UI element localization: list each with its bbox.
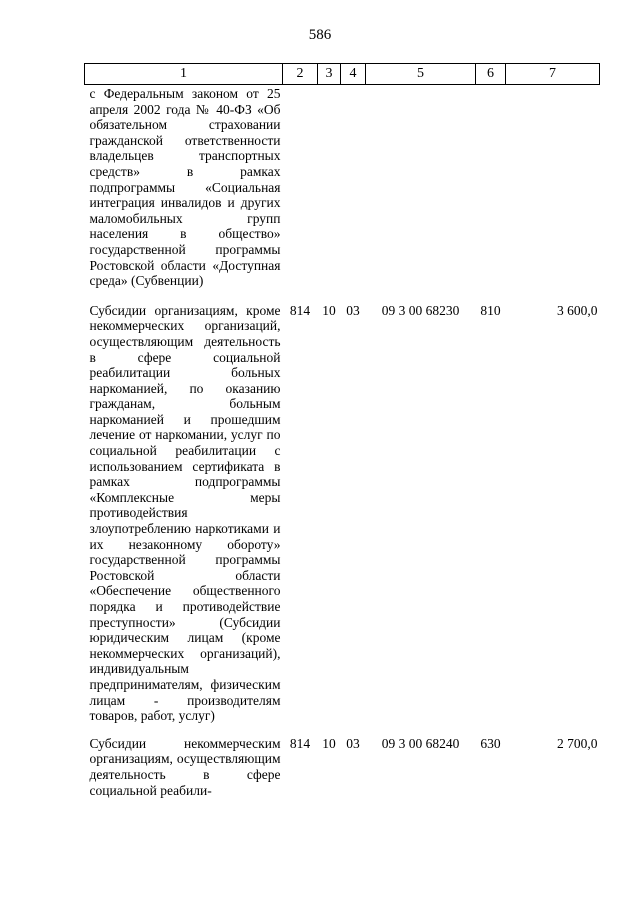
budget-table	[84, 63, 600, 798]
table-header-row	[85, 64, 600, 85]
row-section-code	[318, 85, 341, 295]
row-target-code: 09 3 00 68240	[381, 735, 460, 751]
row-expense-type: 810	[480, 302, 501, 318]
row-description: Субсидии организациям, кроме некоммерческих организаций, осуществляющим деятельность в сфере социальной реабилитации больных наркоманией, по оказанию гражданам, больным наркоманией и прошедшим лечение от наркомании, услуг по социальной реабилитации с использованием сертификата в рамках подпрограммы «Комплексные меры противодействия злоупотреблению наркотиками и их незаконному обороту» государственной программы Ростовской области «Обеспечение общественного порядка и противодействие преступности» (Субсидии юридическим лицам (кроме некоммерческих организаций), индивидуальным предпринимателям, физическим лицам - производителям товаров, работ, услуг)	[89, 302, 281, 724]
row-description: Субсидии некоммерческим организациям, осуществляющим деятельность в сфере социальной реабили-	[89, 735, 281, 798]
row-ministry-code: 814	[289, 735, 311, 751]
header-col-7: 7	[506, 64, 600, 85]
header-col-6: 6	[476, 64, 506, 85]
row-ministry-code	[283, 85, 318, 295]
header-col-2: 2	[283, 64, 318, 85]
table-row	[85, 85, 600, 295]
header-col-4: 4	[341, 64, 366, 85]
row-subsection-code	[341, 85, 366, 295]
row-amount	[506, 85, 600, 295]
row-subsection-code: 03	[346, 302, 360, 318]
header-col-1: 1	[85, 64, 283, 85]
row-expense-type	[476, 85, 506, 295]
row-amount: 2 700,0	[557, 735, 598, 751]
row-target-code: 09 3 00 68230	[381, 302, 460, 318]
page-number: 586	[308, 27, 332, 43]
header-col-3: 3	[318, 64, 341, 85]
row-amount: 3 600,0	[557, 302, 598, 318]
row-subsection-code: 03	[346, 735, 360, 751]
row-description: с Федеральным законом от 25 апреля 2002 года № 40-ФЗ «Об обязательном страховании гражданской ответственности владельцев транспортных средств» в рамках подпрограммы «Социальная интеграция инвалидов и других маломобильных групп населения в общество» государственной программы Ростовской области «Доступная среда» (Субвенции)	[89, 86, 281, 289]
row-section-code: 10	[322, 735, 336, 751]
header-col-5: 5	[366, 64, 476, 85]
row-section-code: 10	[322, 302, 336, 318]
row-target-code	[366, 85, 476, 295]
row-ministry-code: 814	[289, 302, 311, 318]
table-row	[85, 295, 600, 728]
row-expense-type: 630	[480, 735, 501, 751]
table-row	[85, 728, 600, 798]
